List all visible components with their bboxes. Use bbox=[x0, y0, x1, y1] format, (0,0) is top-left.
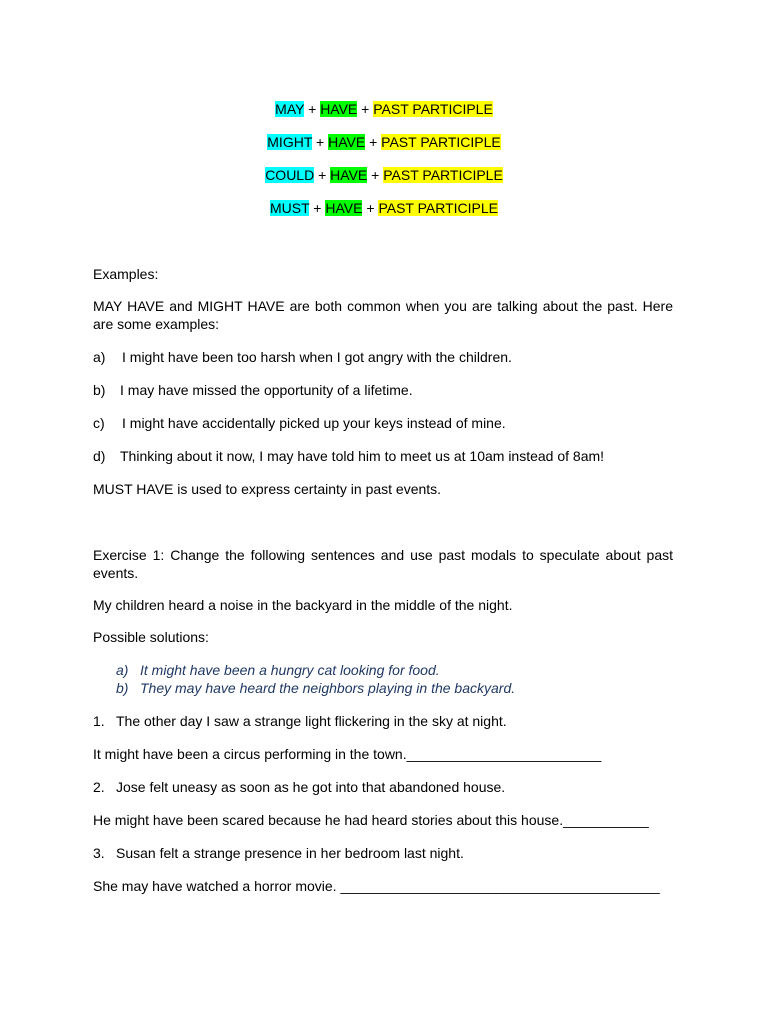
have-word: HAVE bbox=[320, 101, 358, 117]
have-word: HAVE bbox=[325, 200, 363, 216]
modal-word: MUST bbox=[269, 200, 310, 216]
have-word: HAVE bbox=[330, 167, 368, 183]
solution-label: b) bbox=[116, 680, 129, 696]
example-item bbox=[93, 447, 673, 465]
example-label: c) bbox=[93, 415, 105, 431]
solution-label: a) bbox=[116, 662, 129, 678]
solutions-heading: Possible solutions: bbox=[93, 629, 209, 645]
formula-may bbox=[0, 100, 768, 133]
exercise-prompt: My children heard a noise in the backyard in the middle of the night. bbox=[93, 597, 513, 613]
past-participle-word: PAST PARTICIPLE bbox=[381, 134, 501, 150]
plus-sign: + bbox=[316, 134, 325, 150]
plus-sign: + bbox=[366, 200, 375, 216]
example-text: Thinking about it now, I may have told him to meet us at 10am instead of 8am! bbox=[120, 448, 605, 464]
formula-block bbox=[0, 100, 768, 232]
item-number: 1. bbox=[93, 713, 105, 729]
plus-sign: + bbox=[308, 101, 317, 117]
exercise-item bbox=[93, 844, 673, 862]
have-word: HAVE bbox=[328, 134, 366, 150]
example-label: d) bbox=[93, 448, 106, 464]
example-item bbox=[93, 381, 673, 399]
plus-sign: + bbox=[369, 134, 378, 150]
example-text: I might have accidentally picked up your keys instead of mine. bbox=[122, 415, 506, 431]
item-prompt: The other day I saw a strange light flickering in the sky at night. bbox=[116, 713, 507, 729]
item-prompt: Susan felt a strange presence in her bedroom last night. bbox=[116, 845, 464, 861]
example-text: I may have missed the opportunity of a lifetime. bbox=[120, 382, 413, 398]
example-item bbox=[93, 348, 673, 366]
exercise-title: Exercise 1: Change the following sentences and use past modals to speculate about past events. bbox=[93, 547, 673, 581]
formula-must bbox=[0, 199, 768, 232]
example-label: a) bbox=[93, 349, 106, 365]
exercise-item bbox=[93, 778, 673, 796]
exercise-item bbox=[93, 712, 673, 730]
example-item bbox=[93, 414, 673, 432]
example-text: I might have been too harsh when I got angry with the children. bbox=[122, 349, 512, 365]
item-answer: She may have watched a horror movie. _________________________________________ bbox=[93, 878, 660, 894]
modal-word: MAY bbox=[275, 101, 305, 117]
item-number: 2. bbox=[93, 779, 105, 795]
solution-text: They may have heard the neighbors playing in the backyard. bbox=[140, 680, 516, 696]
past-participle-word: PAST PARTICIPLE bbox=[378, 200, 498, 216]
solution-item bbox=[93, 679, 673, 697]
plus-sign: + bbox=[313, 200, 322, 216]
item-answer: It might have been a circus performing in the town._________________________ bbox=[93, 746, 602, 762]
example-label: b) bbox=[93, 382, 106, 398]
formula-might bbox=[0, 133, 768, 166]
past-participle-word: PAST PARTICIPLE bbox=[373, 101, 493, 117]
modal-word: COULD bbox=[265, 167, 315, 183]
document-body bbox=[93, 265, 673, 895]
must-have-note: MUST HAVE is used to express certainty in past events. bbox=[93, 481, 442, 497]
item-number: 3. bbox=[93, 845, 105, 861]
solution-text: It might have been a hungry cat looking for food. bbox=[140, 662, 440, 678]
solution-item bbox=[93, 661, 673, 679]
formula-could bbox=[0, 166, 768, 199]
modal-word: MIGHT bbox=[267, 134, 313, 150]
past-participle-word: PAST PARTICIPLE bbox=[383, 167, 503, 183]
plus-sign: + bbox=[371, 167, 380, 183]
examples-heading: Examples: bbox=[93, 266, 159, 282]
intro-paragraph: MAY HAVE and MIGHT HAVE are both common when you are talking about the past. Here are some examples: bbox=[93, 298, 673, 332]
item-prompt: Jose felt uneasy as soon as he got into that abandoned house. bbox=[116, 779, 506, 795]
item-answer: He might have been scared because he had heard stories about this house.___________ bbox=[93, 812, 649, 828]
plus-sign: + bbox=[361, 101, 370, 117]
plus-sign: + bbox=[318, 167, 327, 183]
